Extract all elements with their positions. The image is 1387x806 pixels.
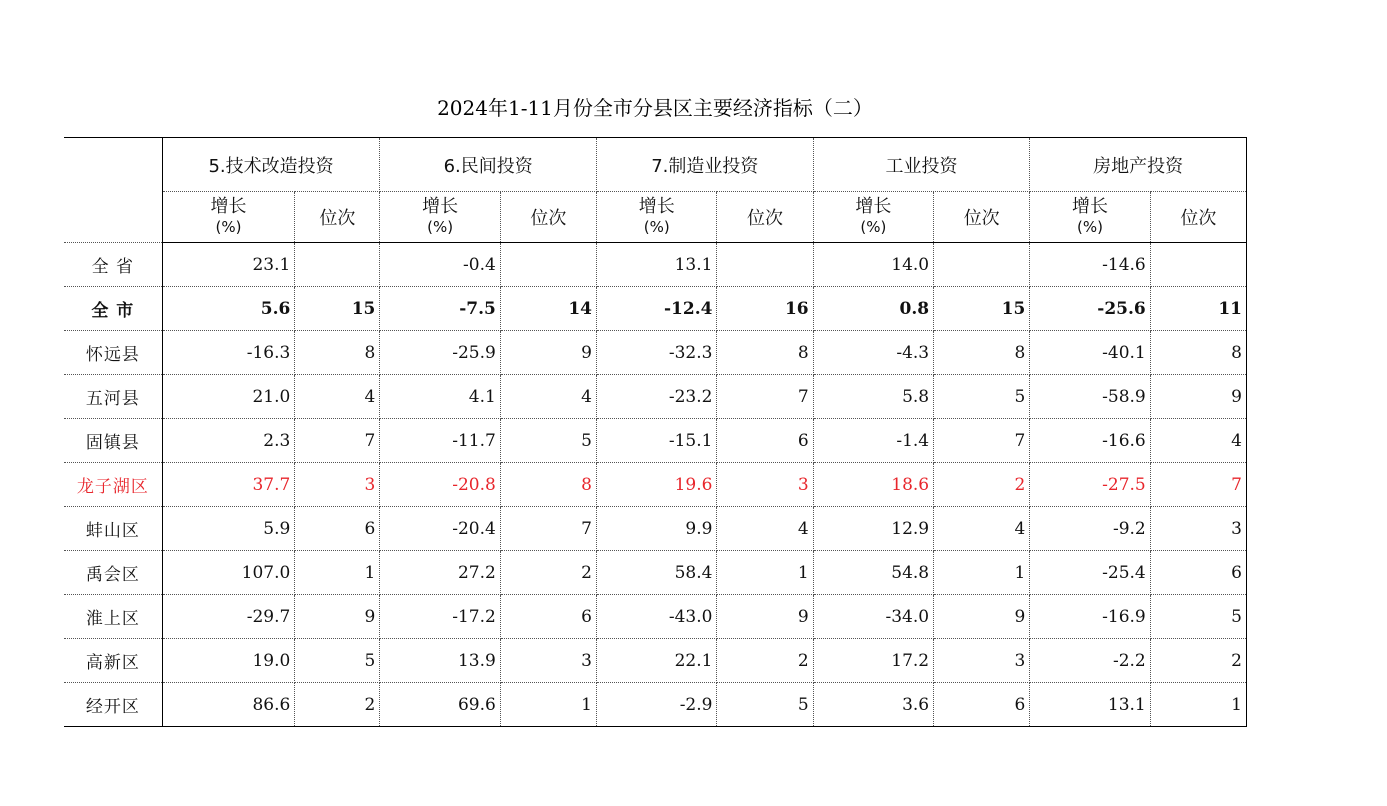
growth-value: 18.6 (813, 463, 933, 507)
rank-value: 3 (717, 463, 813, 507)
growth-value: -25.4 (1030, 551, 1150, 595)
table-row (64, 507, 1247, 551)
rank-value: 5 (295, 639, 380, 683)
rank-value: 1 (500, 683, 596, 727)
growth-value: -9.2 (1030, 507, 1150, 551)
rank-value: 2 (717, 639, 813, 683)
growth-label: 增长 (210, 196, 247, 217)
rank-header: 位次 (1150, 192, 1246, 243)
rank-value: 5 (934, 375, 1030, 419)
growth-value: 5.8 (813, 375, 933, 419)
rank-value (295, 243, 380, 287)
rank-value: 11 (1150, 287, 1246, 331)
growth-value: -0.4 (380, 243, 500, 287)
growth-value: 22.1 (597, 639, 717, 683)
rank-value (934, 243, 1030, 287)
growth-value: 19.0 (162, 639, 295, 683)
growth-value: 58.4 (597, 551, 717, 595)
growth-value: 4.1 (380, 375, 500, 419)
rank-value (1150, 243, 1246, 287)
rank-value: 5 (717, 683, 813, 727)
growth-value: 21.0 (162, 375, 295, 419)
group-header: 6.民间投资 (380, 138, 597, 192)
group-header: 工业投资 (813, 138, 1030, 192)
group-header: 7.制造业投资 (597, 138, 814, 192)
table-body (64, 243, 1247, 727)
growth-value: 69.6 (380, 683, 500, 727)
growth-value: 5.9 (162, 507, 295, 551)
growth-value: 86.6 (162, 683, 295, 727)
growth-label: 增长 (638, 196, 675, 217)
table-row (64, 375, 1247, 419)
rank-value: 6 (1150, 551, 1246, 595)
region-name: 高新区 (64, 639, 162, 683)
rank-value: 1 (1150, 683, 1246, 727)
growth-value: -1.4 (813, 419, 933, 463)
region-name: 经开区 (64, 683, 162, 727)
group-header-row (64, 138, 1247, 192)
table-row (64, 551, 1247, 595)
table-row (64, 287, 1247, 331)
rank-value: 8 (500, 463, 596, 507)
growth-value: -4.3 (813, 331, 933, 375)
region-name: 蚌山区 (64, 507, 162, 551)
growth-value: 9.9 (597, 507, 717, 551)
rank-value: 6 (295, 507, 380, 551)
growth-value: 12.9 (813, 507, 933, 551)
growth-value: -23.2 (597, 375, 717, 419)
region-name: 禹会区 (64, 551, 162, 595)
growth-value: 23.1 (162, 243, 295, 287)
growth-value: -16.3 (162, 331, 295, 375)
table-row (64, 683, 1247, 727)
table-row (64, 463, 1247, 507)
rank-value: 2 (500, 551, 596, 595)
rank-header: 位次 (934, 192, 1030, 243)
rank-value: 15 (295, 287, 380, 331)
rank-value (717, 243, 813, 287)
growth-value: -32.3 (597, 331, 717, 375)
region-name: 怀远县 (64, 331, 162, 375)
rank-value: 4 (717, 507, 813, 551)
growth-value: 0.8 (813, 287, 933, 331)
table-row (64, 419, 1247, 463)
growth-value: -43.0 (597, 595, 717, 639)
growth-value: -27.5 (1030, 463, 1150, 507)
growth-value: -16.9 (1030, 595, 1150, 639)
rank-value: 1 (934, 551, 1030, 595)
growth-label: 增长 (1072, 196, 1109, 217)
growth-value: -2.2 (1030, 639, 1150, 683)
region-name: 全 省 (64, 243, 162, 287)
rank-value: 3 (934, 639, 1030, 683)
rank-header: 位次 (717, 192, 813, 243)
rank-header: 位次 (500, 192, 596, 243)
rank-value: 2 (934, 463, 1030, 507)
growth-value: 19.6 (597, 463, 717, 507)
growth-value: -2.9 (597, 683, 717, 727)
growth-value: -15.1 (597, 419, 717, 463)
table-row (64, 639, 1247, 683)
rank-value: 2 (295, 683, 380, 727)
rank-value: 6 (934, 683, 1030, 727)
rank-value: 7 (934, 419, 1030, 463)
growth-header (597, 192, 717, 243)
growth-value: 17.2 (813, 639, 933, 683)
region-name: 全 市 (64, 287, 162, 331)
growth-value: 3.6 (813, 683, 933, 727)
growth-unit: (%) (860, 218, 887, 236)
growth-value: -14.6 (1030, 243, 1150, 287)
growth-value: -17.2 (380, 595, 500, 639)
growth-value: -20.8 (380, 463, 500, 507)
indicator-table (64, 137, 1247, 727)
corner-cell (64, 138, 162, 243)
rank-value: 8 (1150, 331, 1246, 375)
region-name: 五河县 (64, 375, 162, 419)
growth-value: -25.9 (380, 331, 500, 375)
growth-value: 5.6 (162, 287, 295, 331)
rank-value: 9 (500, 331, 596, 375)
growth-value: -34.0 (813, 595, 933, 639)
rank-header: 位次 (295, 192, 380, 243)
rank-value: 4 (500, 375, 596, 419)
growth-label: 增长 (422, 196, 459, 217)
rank-value: 15 (934, 287, 1030, 331)
rank-value: 9 (1150, 375, 1246, 419)
growth-unit: (%) (427, 218, 454, 236)
growth-value: 13.1 (597, 243, 717, 287)
rank-value: 8 (295, 331, 380, 375)
growth-value: 13.9 (380, 639, 500, 683)
rank-value: 5 (500, 419, 596, 463)
rank-value: 5 (1150, 595, 1246, 639)
region-name: 淮上区 (64, 595, 162, 639)
rank-value: 8 (717, 331, 813, 375)
growth-header (162, 192, 295, 243)
growth-value: -29.7 (162, 595, 295, 639)
table-row (64, 595, 1247, 639)
rank-value: 8 (934, 331, 1030, 375)
rank-value: 9 (295, 595, 380, 639)
group-header: 房地产投资 (1030, 138, 1247, 192)
growth-label: 增长 (855, 196, 892, 217)
growth-value: 37.7 (162, 463, 295, 507)
growth-value: 13.1 (1030, 683, 1150, 727)
group-header: 5.技术改造投资 (162, 138, 380, 192)
rank-value: 9 (934, 595, 1030, 639)
rank-value: 1 (295, 551, 380, 595)
growth-header (1030, 192, 1150, 243)
rank-value: 6 (717, 419, 813, 463)
growth-header (380, 192, 500, 243)
rank-value: 4 (934, 507, 1030, 551)
growth-value: -25.6 (1030, 287, 1150, 331)
sub-header-row (64, 192, 1247, 243)
table-row (64, 243, 1247, 287)
rank-value: 3 (500, 639, 596, 683)
region-name: 龙子湖区 (64, 463, 162, 507)
growth-value: 54.8 (813, 551, 933, 595)
rank-value: 7 (295, 419, 380, 463)
rank-value: 16 (717, 287, 813, 331)
growth-unit: (%) (643, 218, 670, 236)
growth-unit: (%) (215, 218, 242, 236)
growth-value: 107.0 (162, 551, 295, 595)
rank-value (500, 243, 596, 287)
rank-value: 3 (1150, 507, 1246, 551)
table-row (64, 331, 1247, 375)
growth-value: 27.2 (380, 551, 500, 595)
growth-value: -7.5 (380, 287, 500, 331)
rank-value: 9 (717, 595, 813, 639)
growth-header (813, 192, 933, 243)
growth-value: -20.4 (380, 507, 500, 551)
rank-value: 4 (1150, 419, 1246, 463)
rank-value: 2 (1150, 639, 1246, 683)
growth-value: -40.1 (1030, 331, 1150, 375)
growth-value: -12.4 (597, 287, 717, 331)
rank-value: 14 (500, 287, 596, 331)
growth-value: -58.9 (1030, 375, 1150, 419)
rank-value: 4 (295, 375, 380, 419)
growth-value: 14.0 (813, 243, 933, 287)
growth-value: -16.6 (1030, 419, 1150, 463)
rank-value: 1 (717, 551, 813, 595)
growth-value: -11.7 (380, 419, 500, 463)
growth-value: 2.3 (162, 419, 295, 463)
growth-unit: (%) (1077, 218, 1103, 236)
page-title: 2024年1-11月份全市分县区主要经济指标（二） (437, 96, 873, 120)
rank-value: 7 (500, 507, 596, 551)
rank-value: 3 (295, 463, 380, 507)
rank-value: 7 (1150, 463, 1246, 507)
rank-value: 7 (717, 375, 813, 419)
rank-value: 6 (500, 595, 596, 639)
region-name: 固镇县 (64, 419, 162, 463)
